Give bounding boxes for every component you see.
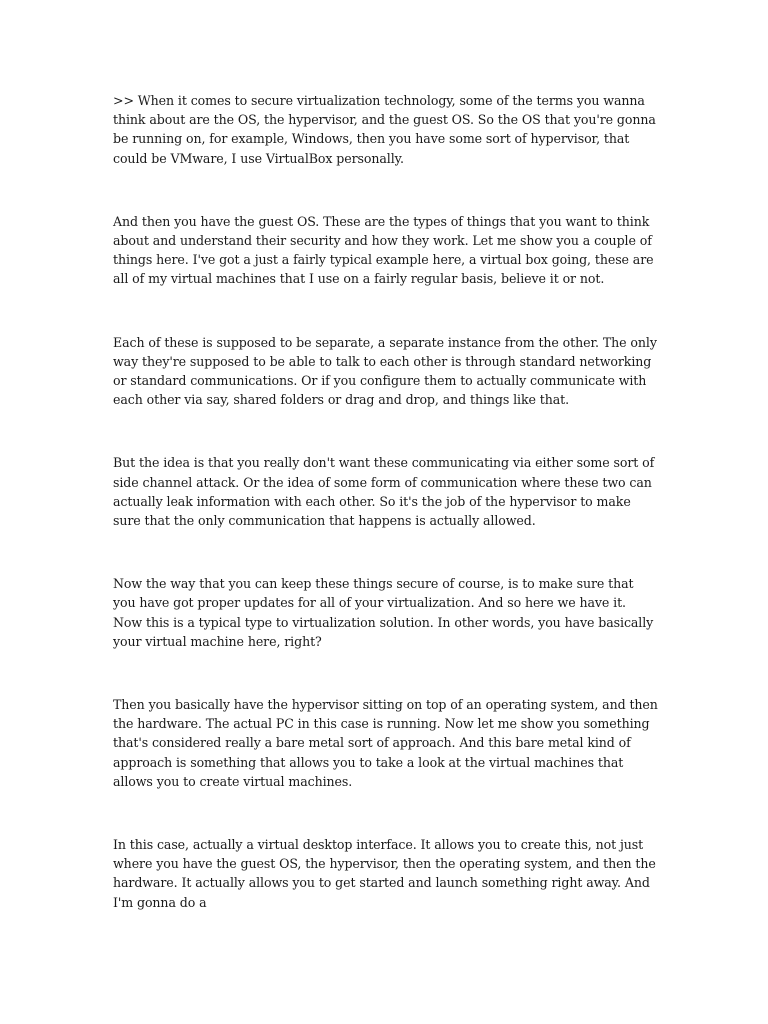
paragraph-7: In this case, actually a virtual desktop interface. It allows you to create this, not just where you have the guest OS, the hypervisor, then the operating system, and then the hardware. It actually allows you to get started and launch something right away. And I'm gonna do a — [113, 837, 656, 910]
document-body — [113, 91, 658, 956]
paragraph-3: Each of these is supposed to be separate, a separate instance from the other. The only way they're supposed to be able to talk to each other is through standard networking or standard communications. Or if you configure them to actually communicate with each other via say, shared folders or drag and drop, and things like that. — [113, 334, 657, 408]
paragraph-5: Now the way that you can keep these things secure of course, is to make sure that you have got proper updates for all of your virtualization. And so here we have it. Now this is a typical type to virtualization solution. In other words, you have basically your virtual machine here, right? — [113, 576, 654, 649]
paragraph-2: And then you have the guest OS. These are the types of things that you want to think about and understand their security and how they work. Let me show you a couple of things here. I've got a just a fairly typical example here, a virtual box going, these are all of my virtual machines that I use on a fairly regular basis, believe it or not. — [113, 213, 654, 287]
paragraph-1: >> When it comes to secure virtualization technology, some of the terms you wanna think about are the OS, the hypervisor, and the guest OS. So the OS that you're gonna be running on, for example, Windows, then you have some sort of hypervisor, that could be VMware, I use VirtualBox personally. — [113, 93, 656, 166]
paragraph-6: Then you basically have the hypervisor sitting on top of an operating system, and then the hardware. The actual PC in this case is running. Now let me show you something that's considered really a bare metal sort of approach. And this bare metal kind of approach is something that allows you to take a look at the virtual machines that allows you to create virtual machines. — [113, 697, 658, 789]
paragraph-4: But the idea is that you really don't want these communicating via either some sort of side channel attack. Or the idea of some form of communication where these two can actually leak information with each other. So it's the job of the hypervisor to make sure that the only communication that happens is actually allowed. — [113, 455, 655, 529]
